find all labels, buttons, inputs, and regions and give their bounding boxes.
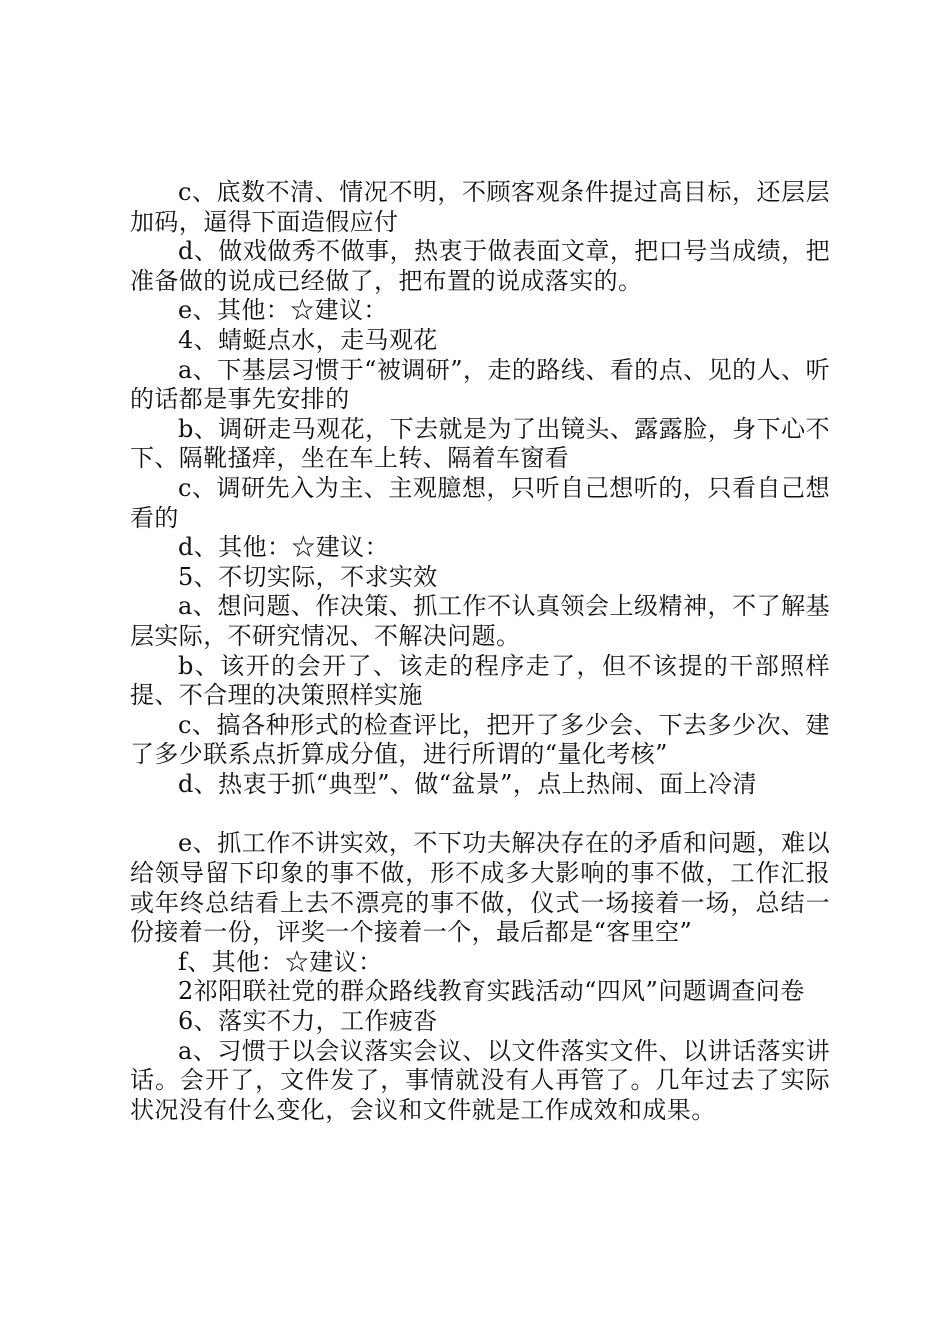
paragraph-gap bbox=[130, 799, 830, 829]
paragraph-a-research: a、下基层习惯于“被调研”，走的路线、看的点、见的人、听的话都是事先安排的 bbox=[130, 355, 830, 414]
heading-5: 5、不切实际，不求实效 bbox=[178, 562, 438, 591]
paragraph-b-meetings: b、该开的会开了、该走的程序走了，但不该提的干部照样提、不合理的决策照样实施 bbox=[130, 651, 830, 710]
heading-4: 4、蜻蜓点水，走马观花 bbox=[178, 325, 438, 354]
paragraph-f-other: f、其他：☆建议： bbox=[178, 947, 383, 976]
document-body bbox=[130, 178, 830, 1125]
paragraph-c-goals: c、底数不清、情况不明，不顾客观条件提过高目标，还层层加码，逼得下面造假应付 bbox=[130, 178, 830, 236]
paragraph-e-other: e、其他：☆建议： bbox=[178, 296, 388, 325]
paragraph-c-research: c、调研先入为主、主观臆想，只听自己想听的，只看自己想看的 bbox=[130, 473, 830, 532]
paragraph-d-show: d、做戏做秀不做事，热衷于做表面文章，把口号当成绩，把准备做的说成已经做了，把布置的说成落实的。 bbox=[130, 237, 830, 295]
paragraph-d-typical: d、热衷于抓“典型”、做“盆景”，点上热闹、面上冷清 bbox=[178, 769, 757, 798]
heading-6: 6、落实不力，工作疲沓 bbox=[178, 1007, 438, 1036]
paragraph-b-research: b、调研走马观花，下去就是为了出镜头、露露脸，身下心不下、隔靴搔痒，坐在车上转、隔着车窗看 bbox=[130, 414, 830, 473]
paragraph-d-other: d、其他：☆建议： bbox=[178, 533, 389, 562]
paragraph-a-decisions: a、想问题、作决策、抓工作不认真领会上级精神，不了解基层实际，不研究情况、不解决问题。 bbox=[130, 592, 830, 650]
paragraph-e-results: e、抓工作不讲实效，不下功夫解决存在的矛盾和问题，难以给领导留下印象的事不做，形不成多大影响的事不做，工作汇报或年终总结看上去不漂亮的事不做，仪式一场接着一场，总结一份接着一份，评奖一个接着一个，最后都是“客里空” bbox=[130, 829, 830, 947]
questionnaire-title: 2祁阳联社党的群众路线教育实践活动“四风”问题调查问卷 bbox=[178, 977, 805, 1006]
paragraph-c-inspections: c、搞各种形式的检查评比，把开了多少会、下去多少次、建了多少联系点折算成分值，进行所谓的“量化考核” bbox=[130, 710, 830, 769]
paragraph-a-implementation: a、习惯于以会议落实会议、以文件落实文件、以讲话落实讲话。会开了，文件发了，事情就没有人再管了。几年过去了实际状况没有什么变化，会议和文件就是工作成效和成果。 bbox=[130, 1036, 830, 1124]
